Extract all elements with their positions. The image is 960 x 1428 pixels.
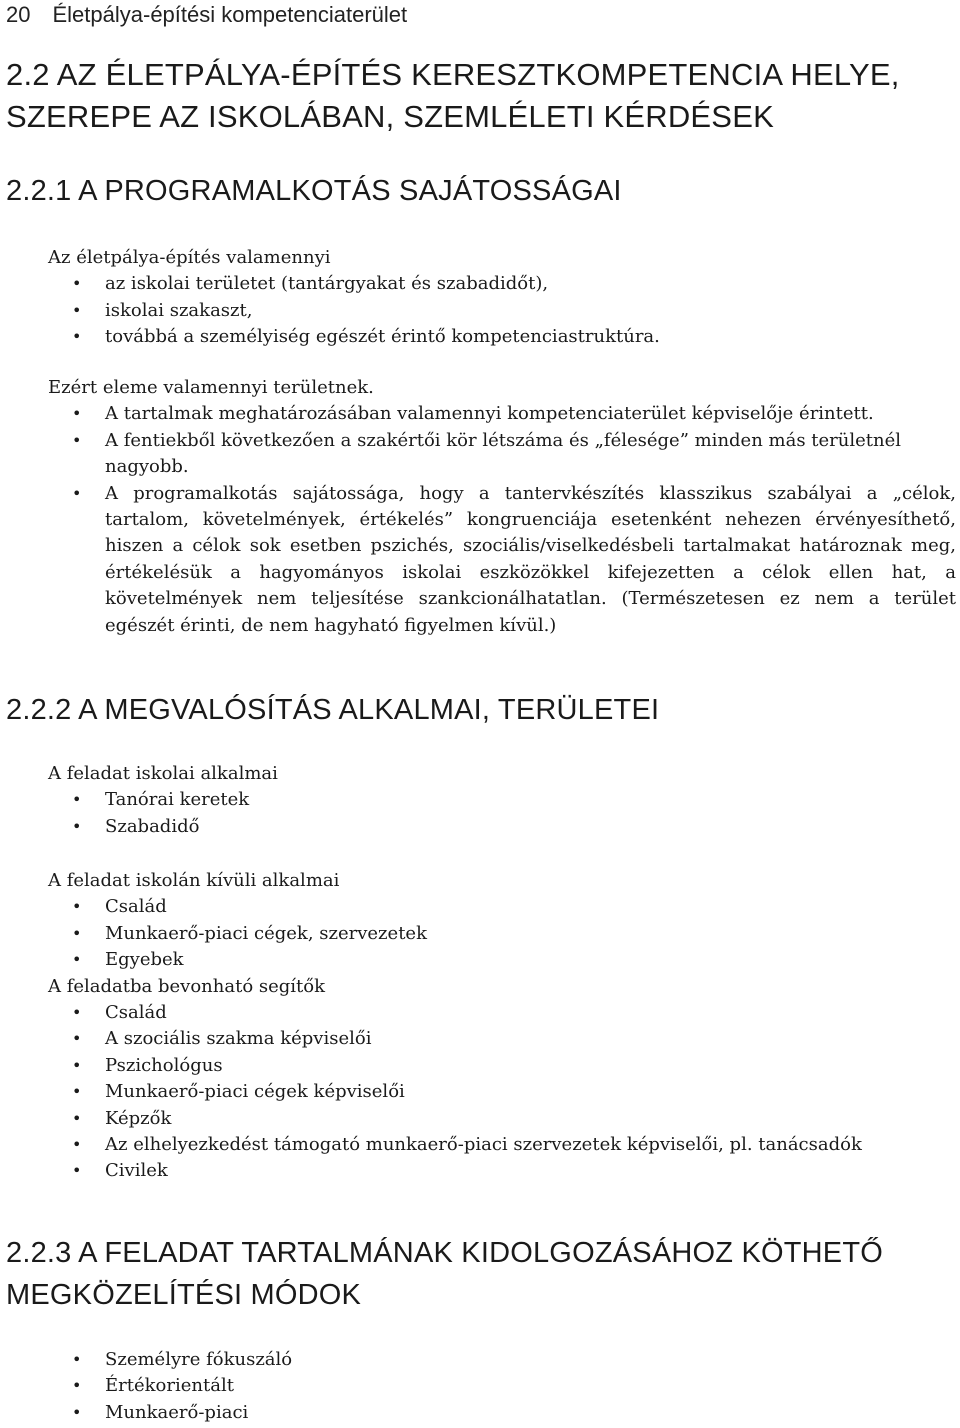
bullet-icon: • xyxy=(72,816,82,836)
list-item: • A tartalmak meghatározásában valamennyi kompetenciaterület képviselője érintett. xyxy=(48,401,956,427)
list-item: • az iskolai területet (tantárgyakat és szabadidőt), xyxy=(48,271,956,297)
paragraph: Ezért eleme valamennyi területnek. xyxy=(48,377,374,398)
list-item: • Pszichológus xyxy=(48,1053,956,1079)
list-item: • Személyre fókuszáló xyxy=(48,1347,956,1373)
bullet-icon: • xyxy=(72,404,82,424)
list-item: • A fentiekből következően a szakértői kör létszáma és „félesége” minden más területnél nagyobb. xyxy=(72,429,902,478)
list-item: • Szabadidő xyxy=(48,814,956,840)
bullet-icon: • xyxy=(72,923,82,943)
subsection-1-block-a xyxy=(48,245,956,351)
subsection-title-3-line2: MEGKÖZELÍTÉSI MÓDOK xyxy=(6,1279,362,1311)
subsection-title-1: 2.2.1 A PROGRAMALKOTÁS SAJÁTOSSÁGAI xyxy=(6,175,622,207)
bullet-icon: • xyxy=(72,1055,82,1075)
group-label: A feladat iskolai alkalmai xyxy=(48,763,278,784)
section-title-line2: SZEREPE AZ ISKOLÁBAN, SZEMLÉLETI KÉRDÉSEK xyxy=(6,99,774,134)
bullet-icon: • xyxy=(72,1082,82,1102)
bullet-icon: • xyxy=(72,1350,82,1369)
subsection-title-2: 2.2.2 A MEGVALÓSÍTÁS ALKALMAI, TERÜLETEI xyxy=(6,694,660,726)
list-item: • továbbá a személyiség egészét érintő kompetenciastruktúra. xyxy=(48,324,956,350)
bullet-icon: • xyxy=(72,483,82,503)
bullet-list xyxy=(48,401,956,639)
group-label: A feladatba bevonható segítők xyxy=(48,975,326,997)
bullet-list xyxy=(48,787,956,840)
paragraph: Az életpálya-építés valamennyi xyxy=(48,247,331,268)
list-item: • Család xyxy=(48,1000,956,1026)
bullet-icon: • xyxy=(72,274,82,294)
section-title xyxy=(6,54,900,138)
bullet-list xyxy=(48,1000,956,1185)
list-item: • Tanórai keretek xyxy=(48,787,956,813)
list-item: • Civilek xyxy=(48,1158,956,1184)
bullet-icon: • xyxy=(72,1108,82,1128)
section-title-line1: 2.2 AZ ÉLETPÁLYA-ÉPÍTÉS KERESZTKOMPETENCIA HELYE, xyxy=(6,57,900,92)
bullet-icon: • xyxy=(72,1376,82,1396)
bullet-list xyxy=(48,1347,956,1426)
page-number: 20 xyxy=(6,2,31,27)
bullet-icon: • xyxy=(72,1135,82,1155)
bullet-list xyxy=(48,894,956,973)
list-item: • Értékorientált xyxy=(48,1373,956,1399)
subsection-title-3 xyxy=(6,1232,883,1316)
list-item: • Képzők xyxy=(48,1106,956,1132)
list-item: • Munkaerő-piaci cégek, szervezetek xyxy=(48,921,956,947)
bullet-icon: • xyxy=(72,897,82,917)
bullet-icon: • xyxy=(72,300,82,320)
bullet-icon: • xyxy=(72,1161,82,1181)
group-label: A feladat iskolán kívüli alkalmai xyxy=(48,870,340,891)
bullet-list xyxy=(48,271,956,350)
list-item: • iskolai szakaszt, xyxy=(48,298,956,324)
list-item: • Munkaerő-piaci cégek képviselői xyxy=(48,1079,956,1105)
running-title: Életpálya-építési kompetenciaterület xyxy=(52,2,408,27)
bullet-icon: • xyxy=(72,1402,82,1422)
bullet-icon: • xyxy=(72,430,82,450)
subsection-title-3-line1: 2.2.3 A FELADAT TARTALMÁNAK KIDOLGOZÁSÁHOZ KÖTHETŐ xyxy=(6,1237,884,1269)
list-item: • Egyebek xyxy=(48,947,956,973)
list-item: • A programalkotás sajátossága, hogy a tantervkészítés klasszikus szabályai a „célok, tartalom, követelmények, értékelés” kongruenciája esetenként nehezen érvényesíthető, hiszen a célok sok esetben pszichés, szociális/viselkedésbeli tartalmakat határoznak meg, értékelésük a hagyományos iskolai eszközökkel kifejezetten a célok ellen hat, a követelmények nem teljesítése szankcionálhatatlan. (Természetesen ez nem a terület egészét érinti, de nem hagyható figyelmen kívül.) xyxy=(72,482,956,636)
list-item: • Munkaerő-piaci xyxy=(48,1400,956,1426)
bullet-icon: • xyxy=(72,1003,82,1023)
subsection-1-block-b xyxy=(48,375,956,639)
running-header xyxy=(6,2,407,28)
bullet-icon: • xyxy=(72,950,82,970)
subsection-2-group-2 xyxy=(48,868,956,1185)
bullet-icon: • xyxy=(72,790,82,810)
bullet-icon: • xyxy=(72,1029,82,1049)
subsection-2-group-1 xyxy=(48,761,956,840)
list-item: • Család xyxy=(48,894,956,920)
list-item: • A szociális szakma képviselői xyxy=(48,1026,956,1052)
list-item: • Az elhelyezkedést támogató munkaerő-piaci szervezetek képviselői, pl. tanácsadók xyxy=(48,1132,956,1158)
bullet-icon: • xyxy=(72,327,82,347)
subsection-3-block xyxy=(48,1347,956,1426)
